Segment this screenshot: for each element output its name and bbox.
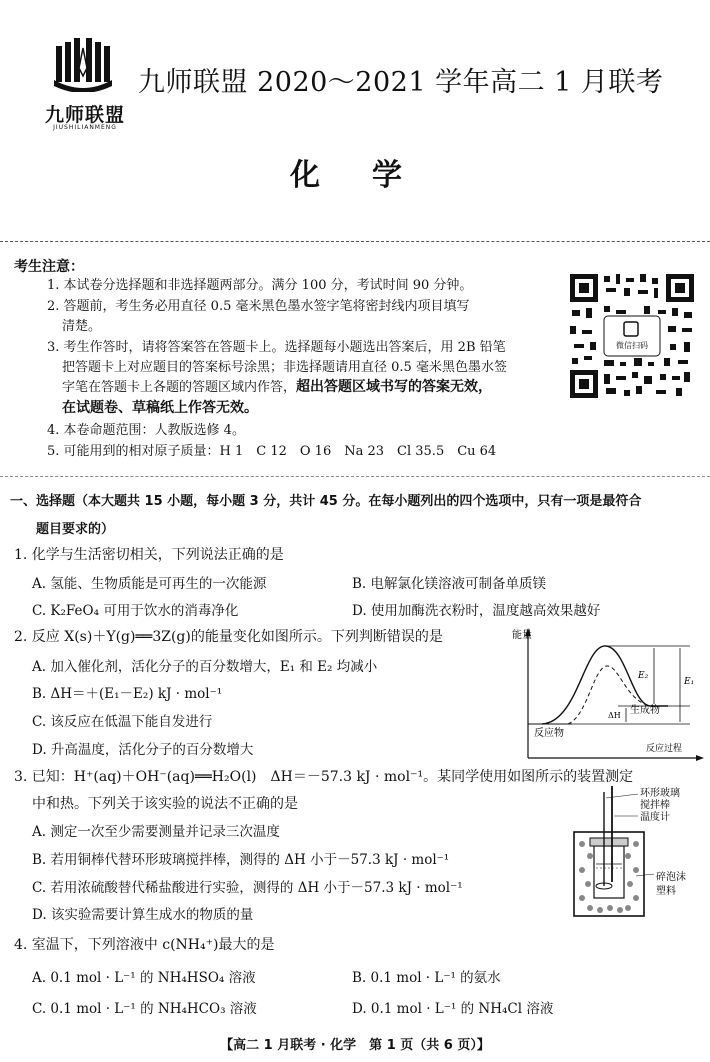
stirrer-label-1: 环形玻璃 bbox=[640, 788, 680, 799]
notice-emphasis-2: 在试题卷、草稿纸上作答无效。 bbox=[62, 400, 258, 416]
notice-line-1: 1. 本试卷分选择题和非选择题两部分。满分 100 分，考试时间 90 分钟。 bbox=[47, 278, 473, 293]
notice-line-3c bbox=[62, 377, 492, 398]
question-3-option-a: A. 测定一次至少需要测量并记录三次温度 bbox=[32, 824, 280, 840]
exam-title: 九师联盟 2020～2021 学年高二 1 月联考 bbox=[138, 67, 664, 98]
energy-diagram bbox=[508, 624, 704, 774]
logo-mark-icon bbox=[52, 38, 114, 92]
section-divider bbox=[0, 476, 710, 477]
question-3-option-b: B. 若用铜棒代替环形玻璃搅拌棒，测得的 ΔH 小于－57.3 kJ · mol⁻¹ bbox=[32, 852, 450, 868]
notice-line-5: 5. 可能用到的相对原子质量：H 1 C 12 O 16 Na 23 Cl 35.5 Cu 64 bbox=[47, 444, 497, 459]
question-1-option-a: A. 氢能、生物质能是可再生的一次能源 bbox=[32, 576, 267, 592]
dashed-divider bbox=[0, 241, 710, 242]
question-1-option-b: B. 电解氯化镁溶液可制备单质镁 bbox=[352, 576, 547, 592]
foam-label-1: 碎泡沫 bbox=[656, 872, 686, 883]
notice-emphasis-1: 超出答题区域书写的答案无效， bbox=[296, 379, 493, 395]
reaction-axis-label: 反应过程 bbox=[646, 744, 683, 754]
question-3-option-d: D. 该实验需要计算生成水的物质的量 bbox=[32, 907, 254, 923]
notice-line-3: 3. 考生作答时，请将答案答在答题卡上。选择题每小题选出答案后，用 2B 铅笔 bbox=[47, 340, 506, 355]
question-3-option-c: C. 若用浓硫酸替代稀盐酸进行实验，测得的 ΔH 小于－57.3 kJ · mol⁻¹ bbox=[32, 880, 463, 896]
notice-title: 考生注意： bbox=[14, 259, 84, 275]
question-4-option-b: B. 0.1 mol · L⁻¹ 的氨水 bbox=[352, 970, 501, 986]
question-4-option-c: C. 0.1 mol · L⁻¹ 的 NH₄HCO₃ 溶液 bbox=[32, 1001, 257, 1017]
page-footer: 【高二 1 月联考 · 化学 第 1 页（共 6 页）】 bbox=[220, 1038, 490, 1053]
e2-label: E₂ bbox=[638, 671, 649, 681]
logo bbox=[30, 38, 140, 130]
notice-line-3b: 把答题卡上对应题目的答案标号涂黑；非选择题请用直径 0.5 毫米黑色墨水签 bbox=[62, 360, 507, 375]
notice-line-2b: 清楚。 bbox=[62, 319, 102, 334]
logo-text: 九师联盟 bbox=[44, 104, 125, 126]
foam-label-2: 塑料 bbox=[656, 886, 676, 897]
question-3-stem-1: 3. 已知：H⁺(aq)＋OH⁻(aq)══H₂O(l) ΔH＝－57.3 kJ · mol⁻¹。某同学使用如图所示的装置测定 bbox=[14, 769, 634, 785]
energy-axis-label: 能量 bbox=[512, 630, 532, 641]
question-2-option-c: C. 该反应在低温下能自发进行 bbox=[32, 714, 213, 730]
notice-line-3d bbox=[62, 398, 258, 419]
question-3-stem-2: 中和热。下列关于该实验的说法不正确的是 bbox=[32, 796, 298, 812]
notice-line-2: 2. 答题前，考生务必用直径 0.5 毫米黑色墨水签字笔将密封线内项目填写 bbox=[47, 299, 470, 314]
reactant-label: 反应物 bbox=[534, 728, 564, 739]
qr-code-icon bbox=[568, 272, 696, 400]
section-heading-line-1: 一、选择题（本大题共 15 小题，每小题 3 分，共计 45 分。在每小题列出的四个选项中，只有一项是最符合 bbox=[10, 494, 642, 509]
question-4-option-a: A. 0.1 mol · L⁻¹ 的 NH₄HSO₄ 溶液 bbox=[32, 970, 256, 986]
subject-title: 化学 bbox=[290, 158, 454, 193]
logo-subtext: JIUSHILIANMENG bbox=[53, 124, 117, 131]
question-4-stem: 4. 室温下，下列溶液中 c(NH₄⁺)最大的是 bbox=[14, 937, 275, 953]
question-4-option-d: D. 0.1 mol · L⁻¹ 的 NH₄Cl 溶液 bbox=[352, 1001, 554, 1017]
e1-label: E₁ bbox=[684, 677, 695, 687]
question-1-stem: 1. 化学与生活密切相关，下列说法正确的是 bbox=[14, 547, 284, 563]
section-heading-line-2: 题目要求的） bbox=[36, 522, 115, 537]
question-2-option-b: B. ΔH＝＋(E₁－E₂) kJ · mol⁻¹ bbox=[32, 686, 223, 702]
thermometer-label: 温度计 bbox=[640, 812, 670, 823]
question-2-option-d: D. 升高温度，活化分子的百分数增大 bbox=[32, 742, 254, 758]
delta-h-label: ΔH bbox=[608, 711, 621, 720]
product-label: 生成物 bbox=[630, 705, 660, 716]
notice-line-3c-text: 字笔在答题卡上各题的答题区域内作答， bbox=[62, 380, 297, 395]
question-2-option-a: A. 加入催化剂，活化分子的百分数增大，E₁ 和 E₂ 均减小 bbox=[32, 659, 378, 675]
question-1-option-d: D. 使用加酶洗衣粉时，温度越高效果越好 bbox=[352, 603, 601, 619]
question-1-option-c: C. K₂FeO₄ 可用于饮水的消毒净化 bbox=[32, 603, 239, 619]
qr-label: 微信扫码 bbox=[616, 341, 648, 350]
calorimeter-diagram bbox=[570, 786, 706, 918]
question-2-stem: 2. 反应 X(s)＋Y(g)══3Z(g)的能量变化如图所示。下列判断错误的是 bbox=[14, 629, 443, 645]
stirrer-label-2: 搅拌棒 bbox=[640, 800, 670, 811]
section-heading bbox=[10, 488, 700, 544]
notice-line-4: 4. 本卷命题范围：人教版选修 4。 bbox=[47, 423, 245, 438]
